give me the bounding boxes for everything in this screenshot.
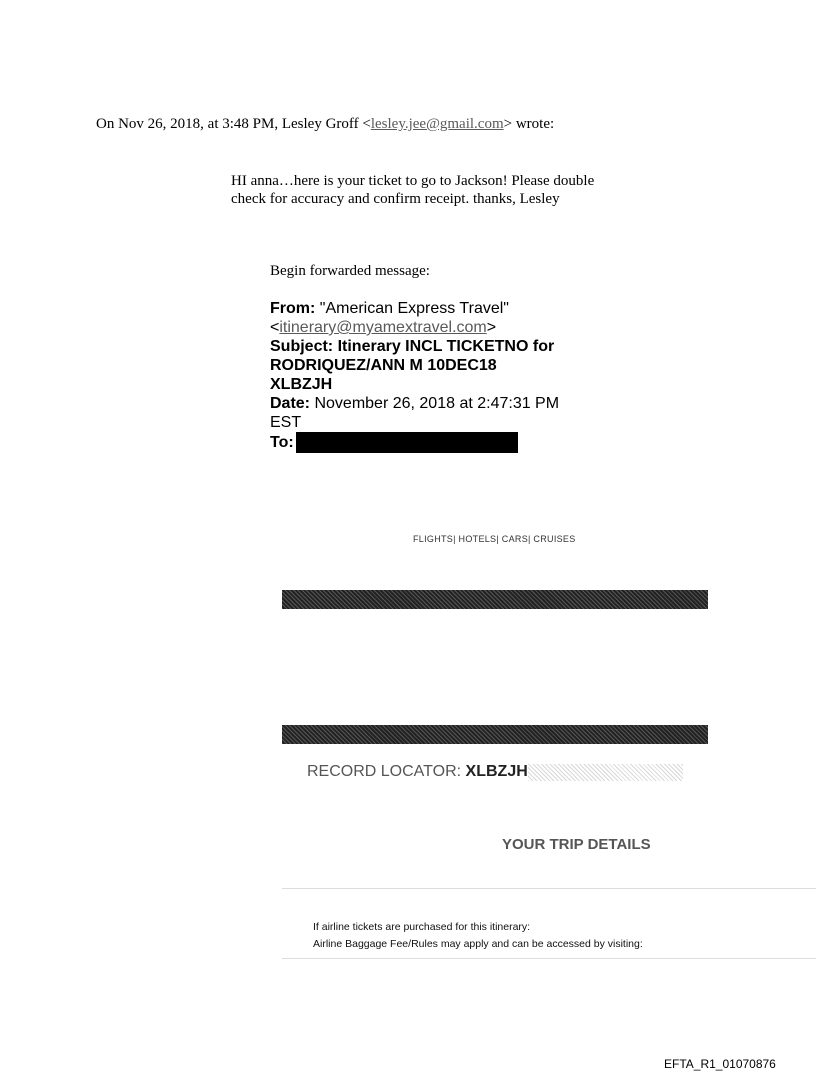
subject-label: Subject:: [270, 338, 334, 355]
baggage-line-2: Airline Baggage Fee/Rules may apply and can be accessed by visiting:: [313, 938, 643, 950]
sender-email-link[interactable]: lesley.jee@gmail.com: [370, 116, 504, 132]
redacted-banner-top: [282, 590, 708, 609]
to-row: [270, 432, 560, 453]
record-locator-value: XLBZJH: [465, 763, 528, 780]
to-label: To:: [270, 434, 294, 451]
intro-suffix: > wrote:: [503, 116, 555, 132]
subject-value: Itinerary INCL TICKETNO for RODRIQUEZ/ANN M 10DEC18 XLBZJH: [270, 338, 555, 393]
from-value: "American Express Travel": [315, 300, 509, 317]
divider: [282, 888, 816, 889]
date-label: Date:: [270, 395, 311, 412]
baggage-notice: [313, 919, 643, 953]
forwarded-headers: [270, 299, 560, 453]
from-email-open: <: [270, 319, 280, 336]
intro-prefix: On Nov 26, 2018, at 3:48 PM, Lesley Groff <: [96, 116, 371, 132]
document-id: EFTA_R1_01070876: [664, 1057, 776, 1071]
travel-nav-links[interactable]: FLIGHTS| HOTELS| CARS| CRUISES: [413, 534, 576, 544]
date-row: [270, 394, 560, 432]
baggage-line-1: If airline tickets are purchased for this itinerary:: [313, 921, 531, 933]
trip-details-title: YOUR TRIP DETAILS: [502, 836, 651, 853]
subject-row: [270, 337, 560, 394]
from-email-link[interactable]: itinerary@myamextravel.com: [279, 319, 487, 336]
forwarded-begin: Begin forwarded message:: [270, 263, 430, 279]
record-locator: [307, 763, 528, 781]
reply-intro-line: [96, 116, 554, 133]
redacted-banner-bottom: [282, 725, 708, 744]
lesley-message: HI anna…here is your ticket to go to Jackson! Please double check for accuracy and confirm receipt. thanks, Lesley: [231, 173, 595, 207]
date-value: November 26, 2018 at 2:47:31 PM EST: [270, 395, 560, 431]
from-row: [270, 299, 560, 337]
redacted-locator-area: [528, 764, 683, 781]
record-locator-label: RECORD LOCATOR:: [307, 763, 466, 780]
from-email-close: >: [486, 319, 497, 336]
from-label: From:: [270, 300, 316, 317]
divider: [282, 958, 816, 959]
redaction-block: [296, 432, 518, 453]
